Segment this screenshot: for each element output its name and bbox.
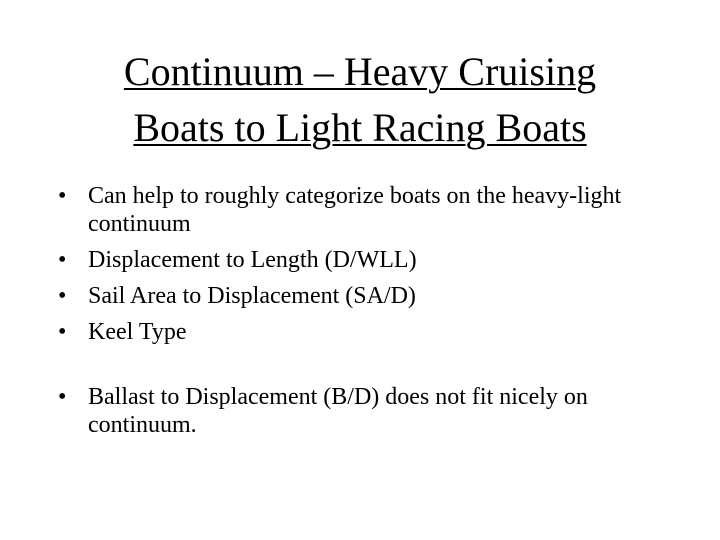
bullet-text: Displacement to Length (D/WLL) xyxy=(88,247,417,273)
bullet-item xyxy=(58,246,658,274)
bullet-dot: • xyxy=(58,384,67,410)
bullet-text: Sail Area to Displacement (SA/D) xyxy=(88,283,416,309)
title-line-1: Continuum – Heavy Cruising xyxy=(123,49,597,94)
bullet-text: Keel Type xyxy=(88,319,187,345)
bullet-text: Ballast to Displacement (B/D) does not fit nicely on continuum. xyxy=(88,384,588,438)
bullet-item xyxy=(58,383,658,439)
bullet-dot: • xyxy=(58,319,67,345)
bullet-dot: • xyxy=(58,247,67,273)
title-line-2: Boats to Light Racing Boats xyxy=(133,105,587,150)
bullet-dot: • xyxy=(58,283,67,309)
slide-title xyxy=(0,44,720,156)
bullet-list xyxy=(58,182,658,447)
bullet-item xyxy=(58,318,658,346)
bullet-item xyxy=(58,182,658,238)
bullet-dot: • xyxy=(58,183,67,209)
bullet-item xyxy=(58,282,658,310)
bullet-text: Can help to roughly categorize boats on the heavy-light continuum xyxy=(88,183,622,237)
